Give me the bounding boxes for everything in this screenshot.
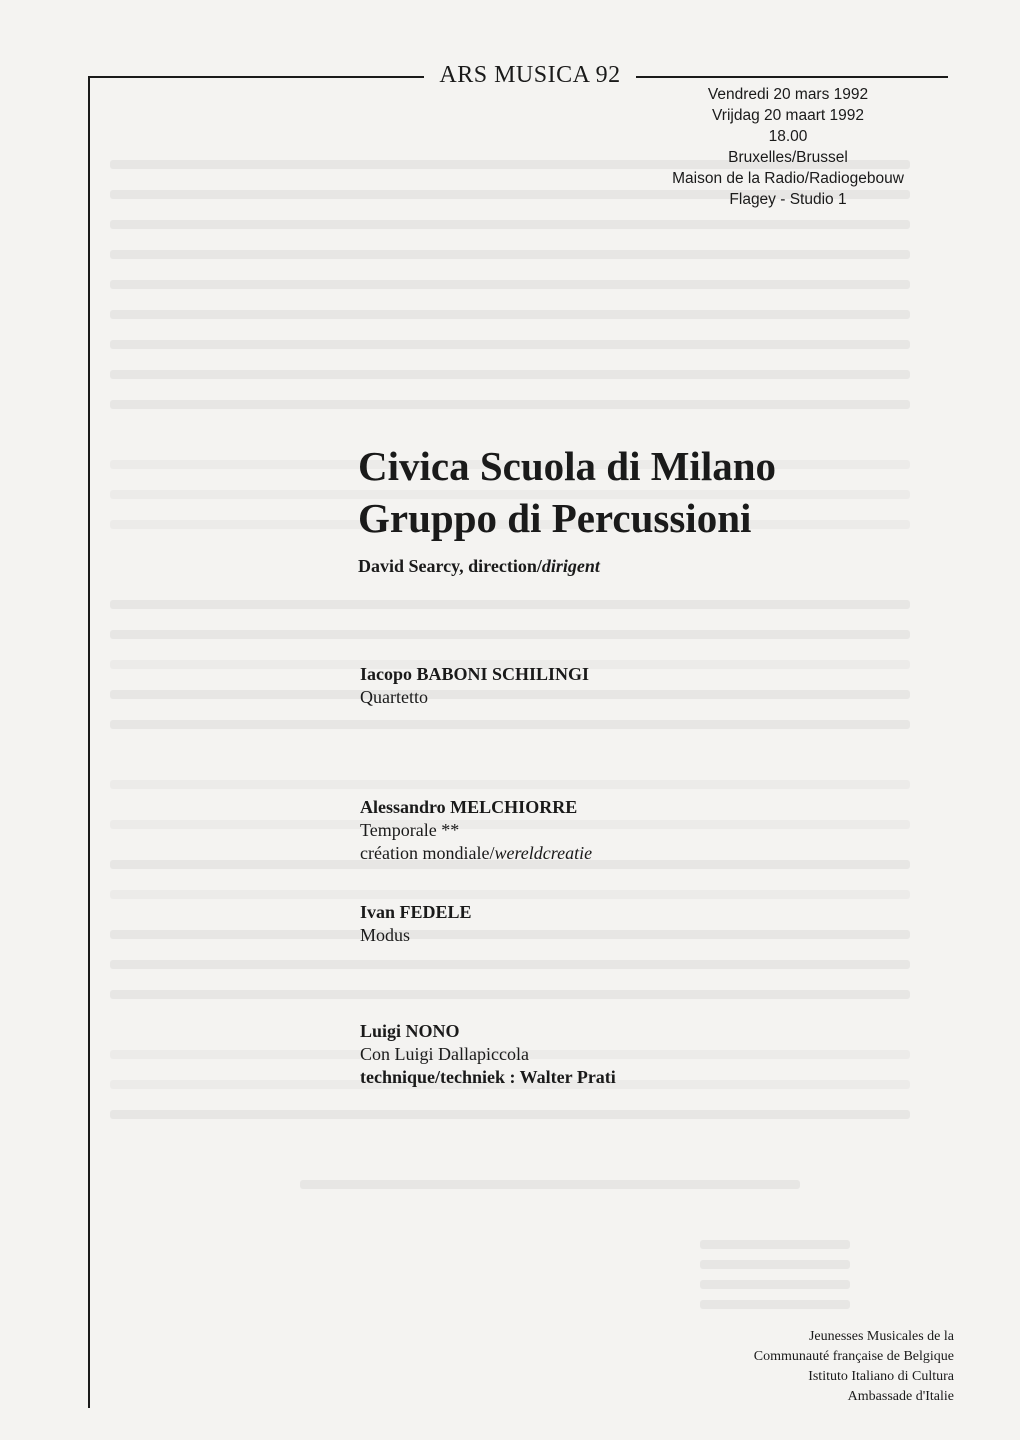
director-role: dirigent xyxy=(541,556,600,576)
credit-line: Istituto Italiano di Cultura xyxy=(808,1369,954,1384)
director-name: David Searcy, direction/ xyxy=(358,556,542,576)
sponsor-credits xyxy=(634,1327,954,1407)
program-item xyxy=(360,1020,920,1089)
city: Bruxelles/Brussel xyxy=(728,149,848,166)
work-title: Temporale ** xyxy=(360,820,460,840)
credit-line: Communauté française de Belgique xyxy=(753,1349,954,1364)
festival-title: ARS MUSICA 92 xyxy=(439,62,621,88)
work-title: Con Luigi Dallapiccola xyxy=(360,1044,529,1064)
credit-line: Ambassade d'Italie xyxy=(847,1389,954,1404)
ensemble-title-line-2: Gruppo di Percussioni xyxy=(358,495,752,541)
composer-name: Ivan FEDELE xyxy=(360,902,472,922)
composer-name: Iacopo BABONI SCHILINGI xyxy=(360,664,590,684)
premiere-note-italic: wereldcreatie xyxy=(494,843,593,863)
date-dutch: Vrijdag 20 maart 1992 xyxy=(712,107,864,124)
frame-left-rule xyxy=(88,76,90,1408)
ensemble-title xyxy=(358,440,958,544)
composer-name: Alessandro MELCHIORRE xyxy=(360,797,578,817)
program-item xyxy=(360,901,920,947)
concert-venue-details xyxy=(640,84,936,210)
director-credit xyxy=(358,556,600,577)
work-title: Modus xyxy=(360,925,411,945)
program-item xyxy=(360,796,920,865)
ensemble-title-line-1: Civica Scuola di Milano xyxy=(358,443,777,489)
premiere-note-text: création mondiale/ xyxy=(360,843,495,863)
venue-studio: Flagey - Studio 1 xyxy=(729,191,847,208)
date-french: Vendredi 20 mars 1992 xyxy=(707,86,869,103)
credit-line: Jeunesses Musicales de la xyxy=(808,1329,954,1344)
frame-top-rule-right xyxy=(636,76,948,78)
premiere-note xyxy=(360,842,920,865)
concert-time: 18.00 xyxy=(768,128,808,145)
work-title: Quartetto xyxy=(360,687,428,707)
composer-name: Luigi NONO xyxy=(360,1021,460,1041)
venue-name: Maison de la Radio/Radiogebouw xyxy=(672,170,904,187)
frame-top-rule-left xyxy=(88,76,424,78)
technique-credit: technique/techniek : Walter Prati xyxy=(360,1067,616,1087)
program-item xyxy=(360,663,920,709)
